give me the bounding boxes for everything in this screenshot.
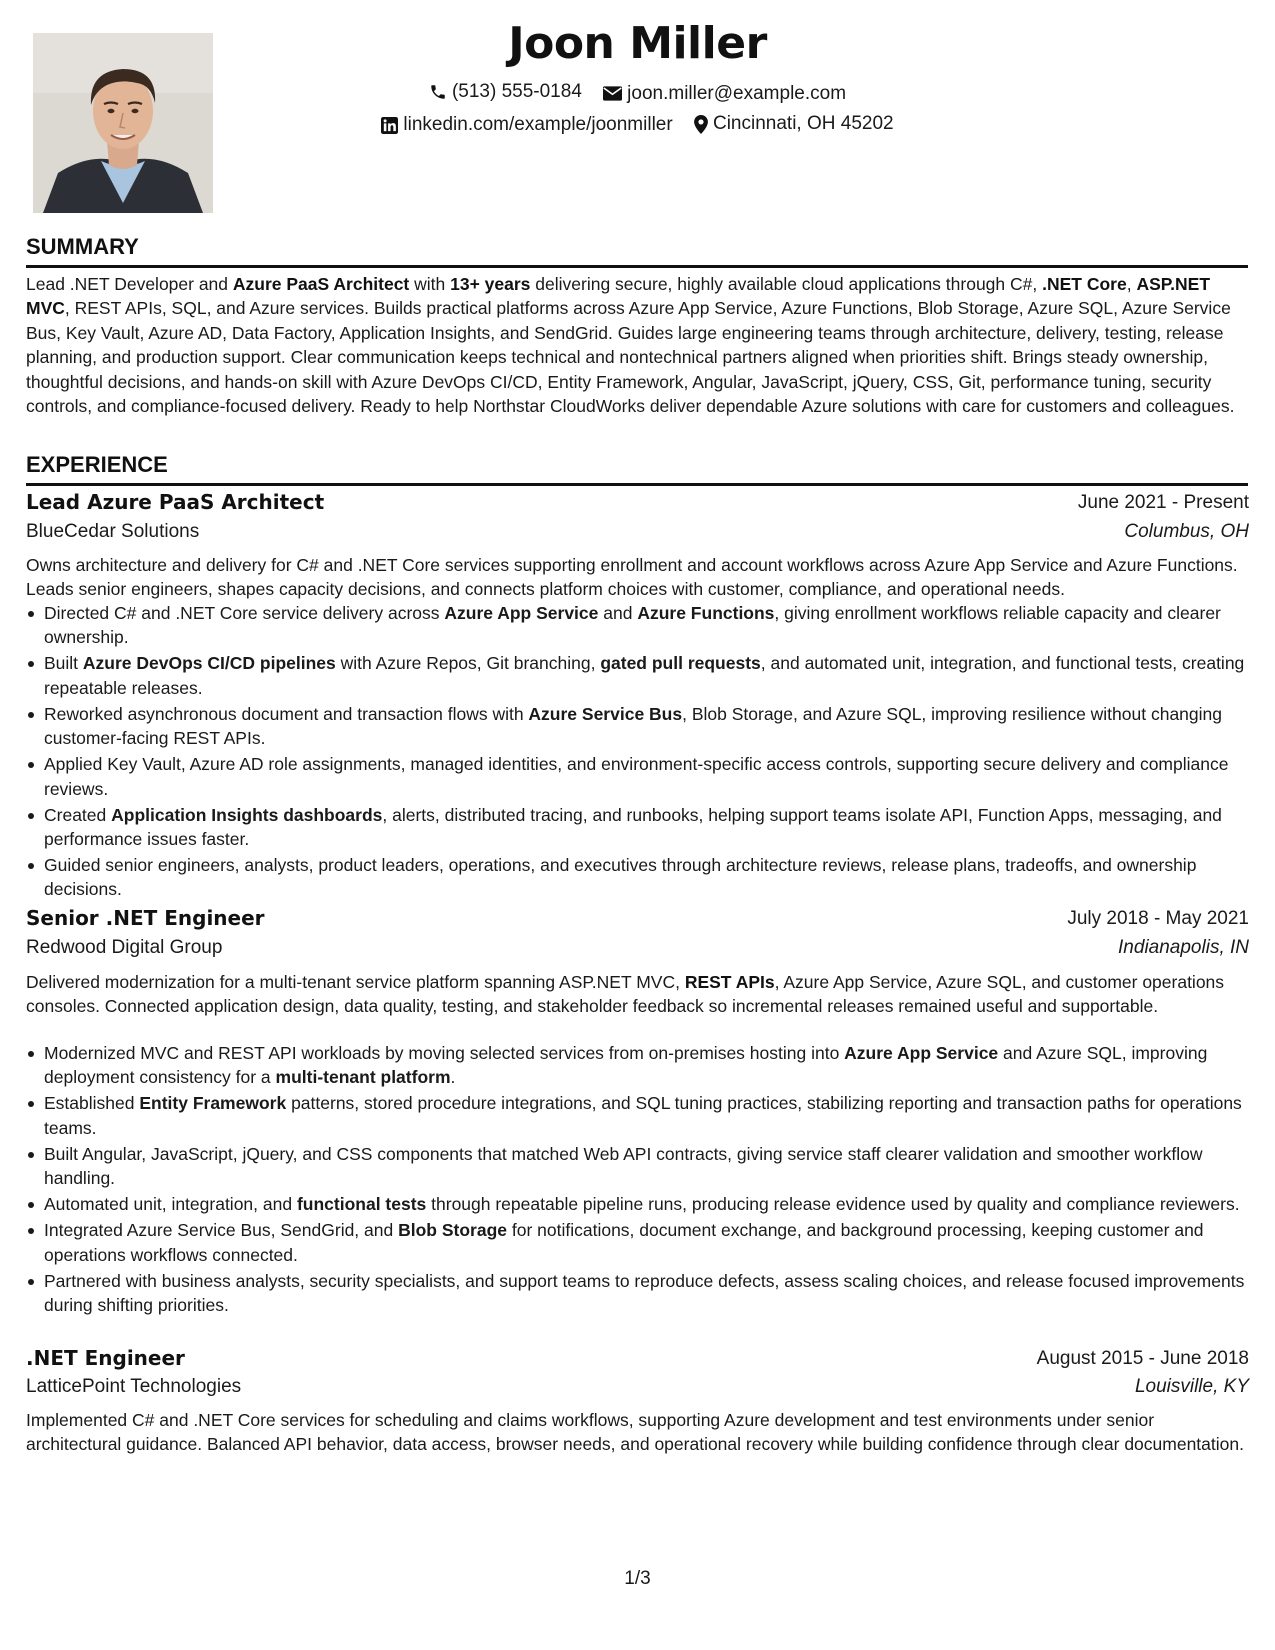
job-bullets: [26, 601, 1248, 903]
page-number: 1/3: [624, 1568, 651, 1589]
bullet-item: Built Azure DevOps CI/CD pipelines with Azure Repos, Git branching, gated pull requests, and automated unit, integration, and functional tests, creating repeatable releases.: [26, 651, 1248, 700]
email-contact[interactable]: [603, 83, 846, 105]
phone-icon: [429, 83, 447, 101]
linkedin-icon: [381, 117, 398, 134]
location-text: Cincinnati, OH 45202: [712, 113, 894, 134]
bullet-item: Guided senior engineers, analysts, product leaders, operations, and executives through architecture reviews, release plans, tradeoffs, and ownership decisions.: [26, 853, 1248, 902]
job-location: Columbus, OH: [1124, 521, 1249, 542]
email-text: joon.miller@example.com: [627, 82, 847, 104]
location-contact: [694, 113, 894, 135]
bullet-item: Automated unit, integration, and functional tests through repeatable pipeline runs, producing release evidence used by quality and compliance reviewers.: [26, 1192, 1248, 1216]
experience-heading: EXPERIENCE: [26, 452, 1248, 486]
candidate-name: Joon Miller: [508, 18, 767, 69]
job-dates: August 2015 - June 2018: [1036, 1348, 1249, 1369]
contact-line-2: [0, 113, 1275, 140]
job-company: LatticePoint Technologies: [26, 1376, 242, 1397]
bullet-item: Created Application Insights dashboards, alerts, distributed tracing, and runbooks, helping support teams isolate API, Function Apps, messaging, and performance issues faster.: [26, 803, 1248, 852]
bullet-item: Integrated Azure Service Bus, SendGrid, and Blob Storage for notifications, document exchange, and background processing, keeping customer and operations workflows connected.: [26, 1218, 1248, 1267]
bullet-item: Partnered with business analysts, security specialists, and support teams to reproduce defects, assess scaling choices, and release focused improvements during shifting priorities.: [26, 1269, 1248, 1318]
bullet-item: Built Angular, JavaScript, jQuery, and CSS components that matched Web API contracts, giving service staff clearer validation and smoother workflow handling.: [26, 1142, 1248, 1191]
phone-contact[interactable]: [429, 81, 582, 103]
phone-text: (513) 555-0184: [451, 81, 582, 102]
job-dates: June 2021 - Present: [1077, 492, 1249, 513]
summary-text: Lead .NET Developer and Azure PaaS Architect with 13+ years delivering secure, highly available cloud applications through C#, .NET Core, ASP.NET MVC, REST APIs, SQL, and Azure services. Builds practical platforms across Azure App Service, Azure Functions, Blob Storage, Azure SQL, Azure Service Bus, Key Vault, Azure AD, Data Factory, Application Insights, and SendGrid. Guides large engineering teams through architecture, delivery, testing, release planning, and production support. Clear communication keeps technical and nontechnical partners aligned when priorities shift. Brings steady ownership, thoughtful decisions, and hands-on skill with Azure DevOps CI/CD, Entity Framework, Angular, JavaScript, jQuery, CSS, Git, performance tuning, security controls, and compliance-focused delivery. Ready to help Northstar CloudWorks deliver dependable Azure solutions with care for customers and colleagues.: [26, 274, 1235, 417]
job-title: Senior .NET Engineer: [26, 906, 265, 930]
linkedin-text: linkedin.com/example/joonmiller: [403, 114, 673, 135]
job-title: Lead Azure PaaS Architect: [26, 490, 325, 514]
bullet-item: Applied Key Vault, Azure AD role assignments, managed identities, and environment-specific access controls, supporting secure delivery and compliance reviews.: [26, 752, 1248, 801]
map-pin-icon: [694, 115, 708, 134]
job-company: Redwood Digital Group: [26, 937, 223, 958]
job-dates: July 2018 - May 2021: [1067, 908, 1249, 929]
linkedin-contact[interactable]: [381, 114, 672, 136]
bullet-item: Modernized MVC and REST API workloads by moving selected services from on-premises hosting into Azure App Service and Azure SQL, improving deployment consistency for a multi-tenant platform.: [26, 1041, 1248, 1090]
job-location: Louisville, KY: [1134, 1376, 1249, 1397]
job-location: Indianapolis, IN: [1118, 937, 1249, 958]
bullet-item: Reworked asynchronous document and transaction flows with Azure Service Bus, Blob Storage, and Azure SQL, improving resilience without changing customer-facing REST APIs.: [26, 702, 1248, 751]
envelope-icon: [603, 86, 622, 101]
summary-heading: SUMMARY: [26, 234, 1248, 268]
job-description: Owns architecture and delivery for C# and .NET Core services supporting enrollment and account workflows across Azure App Service and Azure Functions. Leads senior engineers, shapes capacity decisions, and connects platform choices with customer, compliance, and operational needs.: [26, 555, 1238, 600]
job-description: Implemented C# and .NET Core services for scheduling and claims workflows, supporting Azure development and test environments under senior architectural guidance. Balanced API behavior, data access, browser needs, and operational recovery while building confidence through clear documentation.: [26, 1410, 1244, 1455]
job-title: .NET Engineer: [26, 1346, 185, 1370]
bullet-item: Established Entity Framework patterns, stored procedure integrations, and SQL tuning practices, stabilizing reporting and transaction paths for operations teams.: [26, 1091, 1248, 1140]
bullet-item: Directed C# and .NET Core service delivery across Azure App Service and Azure Functions, giving enrollment workflows reliable capacity and clearer ownership.: [26, 601, 1248, 650]
contact-line-1: [0, 81, 1275, 107]
job-company: BlueCedar Solutions: [26, 521, 200, 542]
job-description: Delivered modernization for a multi-tenant service platform spanning ASP.NET MVC, REST APIs, Azure App Service, Azure SQL, and customer operations consoles. Connected application design, data quality, testing, and stakeholder feedback so incremental releases remained useful and supportable.: [26, 972, 1225, 1017]
job-bullets: [26, 1041, 1248, 1319]
